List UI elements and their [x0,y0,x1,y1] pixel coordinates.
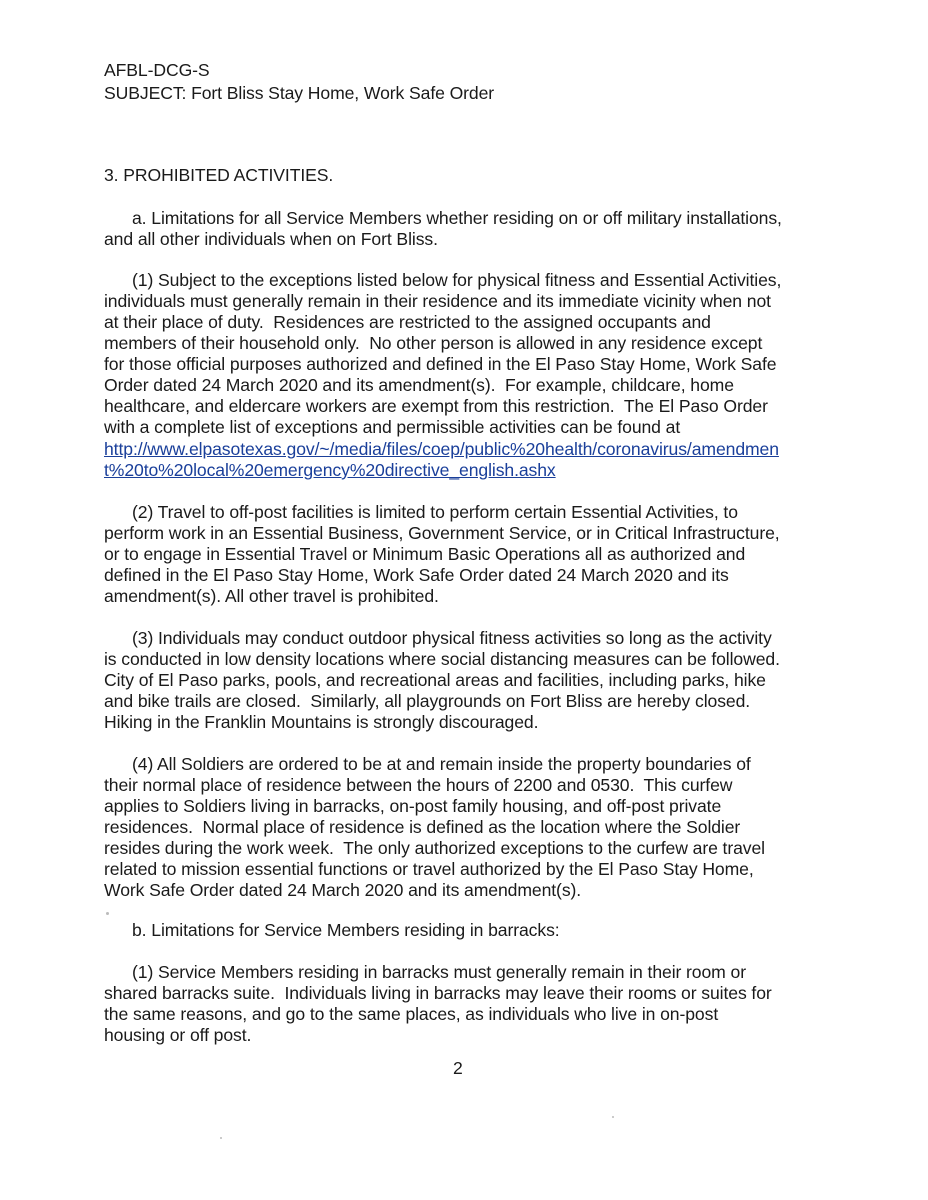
para-a3-line: City of El Paso parks, pools, and recreational areas and facilities, including parks, hike [104,670,766,690]
para-a4-line: residences. Normal place of residence is defined as the location where the Soldier [104,817,741,837]
para-a1-line: at their place of duty. Residences are restricted to the assigned occupants and [104,312,711,332]
para-a4-line: applies to Soldiers living in barracks, on-post family housing, and off-post private [104,796,722,816]
para-b1-line: (1) Service Members residing in barracks must generally remain in their room or [132,962,746,982]
para-b1-line: the same reasons, and go to the same places, as individuals who live in on-post [104,1004,719,1024]
page-number: 2 [453,1058,463,1078]
para-a2-line: or to engage in Essential Travel or Minimum Basic Operations all as authorized and [104,544,746,564]
scan-speck [612,1116,614,1118]
para-b-line: b. Limitations for Service Members residing in barracks: [132,920,560,940]
para-a1-line: members of their household only. No other person is allowed in any residence except [104,333,763,353]
para-a4-line: Work Safe Order dated 24 March 2020 and its amendment(s). [104,880,582,900]
para-a1-line: for those official purposes authorized and defined in the El Paso Stay Home, Work Safe [104,354,777,374]
el-paso-order-link[interactable]: http://www.elpasotexas.gov/~/media/files/coep/public%20health/coronavirus/amendmen [104,439,779,459]
scan-speck [220,1137,222,1139]
para-a3-line: Hiking in the Franklin Mountains is strongly discouraged. [104,712,539,732]
para-a1-line: Order dated 24 March 2020 and its amendment(s). For example, childcare, home [104,375,734,395]
para-b1-line: shared barracks suite. Individuals living in barracks may leave their rooms or suites for [104,983,772,1003]
para-a4-line: resides during the work week. The only authorized exceptions to the curfew are travel [104,838,765,858]
para-a2-line: defined in the El Paso Stay Home, Work Safe Order dated 24 March 2020 and its [104,565,729,585]
para-a4-line: (4) All Soldiers are ordered to be at and remain inside the property boundaries of [132,754,751,774]
el-paso-order-link[interactable]: t%20to%20local%20emergency%20directive_english.ashx [104,460,556,480]
para-a-line: and all other individuals when on Fort Bliss. [104,229,438,249]
section-heading: 3. PROHIBITED ACTIVITIES. [104,165,334,185]
para-a-line: a. Limitations for all Service Members whether residing on or off military installations, [132,208,782,228]
para-a2-line: (2) Travel to off-post facilities is limited to perform certain Essential Activities, to [132,502,738,522]
para-a3-line: and bike trails are closed. Similarly, all playgrounds on Fort Bliss are hereby closed. [104,691,751,711]
para-a2-line: amendment(s). All other travel is prohibited. [104,586,439,606]
para-a1-line: (1) Subject to the exceptions listed below for physical fitness and Essential Activities, [132,270,782,290]
para-a3-line: is conducted in low density locations where social distancing measures can be followed. [104,649,780,669]
para-a4-line: their normal place of residence between the hours of 2200 and 0530. This curfew [104,775,733,795]
scan-speck [106,912,109,915]
office-symbol: AFBL-DCG-S [104,60,210,80]
para-a1-line: individuals must generally remain in their residence and its immediate vicinity when not [104,291,771,311]
para-a1-line: healthcare, and eldercare workers are exempt from this restriction. The El Paso Order [104,396,768,416]
subject-line: SUBJECT: Fort Bliss Stay Home, Work Safe Order [104,83,495,103]
para-a4-line: related to mission essential functions or travel authorized by the El Paso Stay Home, [104,859,754,879]
para-b1-line: housing or off post. [104,1025,252,1045]
para-a1-line: with a complete list of exceptions and permissible activities can be found at [104,417,681,437]
para-a3-line: (3) Individuals may conduct outdoor physical fitness activities so long as the activity [132,628,772,648]
para-a2-line: perform work in an Essential Business, Government Service, or in Critical Infrastructure, [104,523,780,543]
